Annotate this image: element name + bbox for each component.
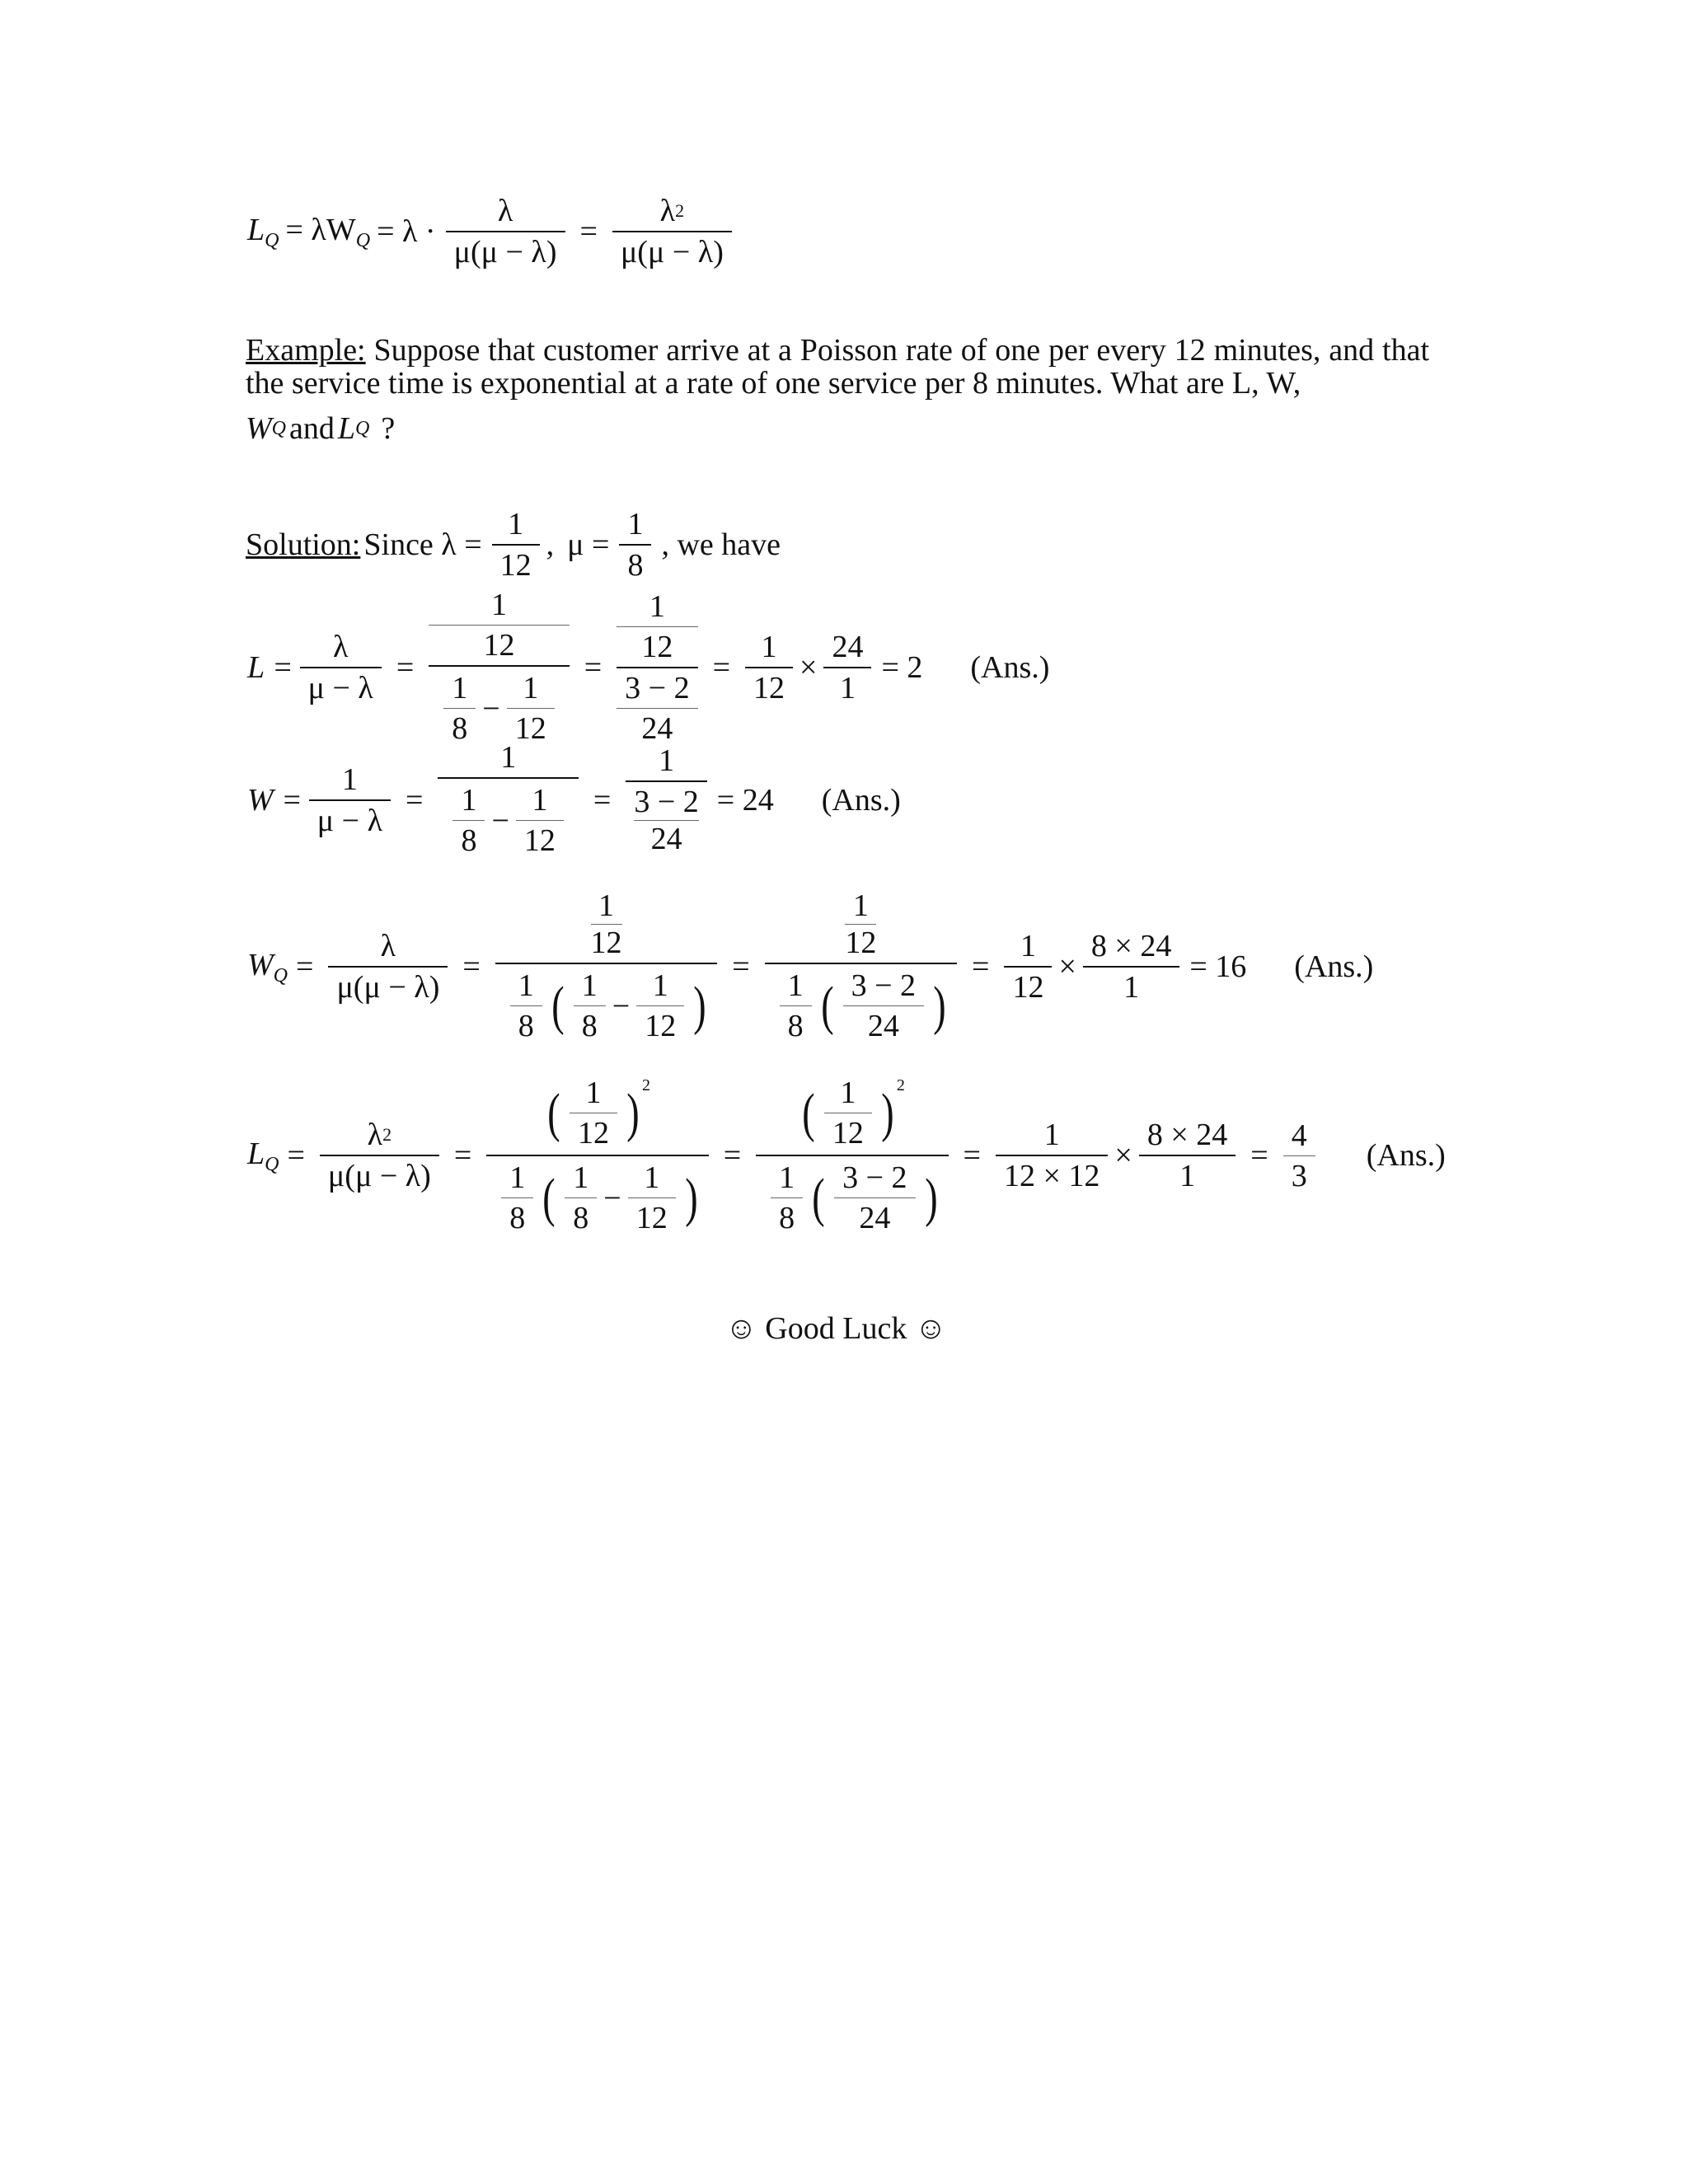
equation-l: L = $\frac{\lambda}{\mu - \lambda}$ = 1 12 $\frac{1}{8}$ − $\frac{1}{12}$ = 1 12 3 − 2 24 = $\frac{1}{12}$ × $\frac{24}{1}$ = 2 (Ans.): [247, 585, 1053, 750]
solution-label: Solution:: [246, 527, 361, 562]
example-paragraph: [246, 334, 1429, 400]
lq-symbol: $L_Q$: [247, 212, 279, 251]
equation-lq: $L_Q$ = λ 2 μ(μ − λ) = ( $\frac{1}{12}$ ) 2 $\frac{1}{8}$ ( $\frac{1}{8}$ − $\frac{1}{12}$ ) = ( $\frac{1}{12}$ ) 2 $\frac{1}{8}$ ( $\frac{3 - 2}{24}$ ) = $\frac{1}{12 \times 12}$ × $\frac{8 \times 24}{1}$ = $\frac{4}{3}$ (Ans.): [247, 1071, 1449, 1240]
example-question-line: W Q and L Q ?: [246, 411, 396, 446]
equation-w: W = $\frac{1}{\mu - \lambda}$ = 1 $\frac{1}{8}$ − $\frac{1}{12}$ = 1 3 − 2 24 = 24 (Ans.): [247, 738, 904, 862]
ans-label: (Ans.): [1294, 949, 1374, 984]
equation-wq: $W_Q$ = $\frac{\lambda}{\mu(\mu - \lambda)}$ = 1 12 $\frac{1}{8}$ ( $\frac{1}{8}$ − $\frac{1}{12}$ ) = 1 12 $\frac{1}{8}$ ( $\frac{3 - 2}{24}$ ) = $\frac{1}{12}$ × $\frac{8 \times 24}{1}$ = 16 (Ans.): [247, 886, 1376, 1047]
ans-label: (Ans.): [821, 782, 901, 818]
lq-mid: = $\lambda W_Q$: [285, 212, 371, 251]
solution-line: Solution: Since λ = $\frac{1}{12}$ , μ = $\frac{1}{8}$ , we have: [246, 507, 781, 583]
formula-lq: $L_Q$ = $\lambda W_Q$ = λ · $\frac{\lambda}{\mu(\mu - \lambda)}$ = λ 2 μ(μ − λ): [244, 191, 738, 272]
ans-label: (Ans.): [970, 650, 1050, 685]
lq-fraction-2: λ 2 μ(μ − λ): [612, 191, 732, 272]
lq-fraction-1: $\frac{\lambda}{\mu(\mu - \lambda)}$: [446, 191, 565, 272]
ans-label: (Ans.): [1366, 1138, 1446, 1173]
example-label: Example:: [246, 333, 366, 368]
example-text: Suppose that customer arrive at a Poisson rate of one per every 12 minutes, and that the service time is exponential at a rate of one service per 8 minutes. What are L, W,: [246, 333, 1430, 401]
closing-text: ☺ Good Luck ☺: [725, 1311, 947, 1346]
lq-step: = λ ·: [377, 214, 436, 249]
